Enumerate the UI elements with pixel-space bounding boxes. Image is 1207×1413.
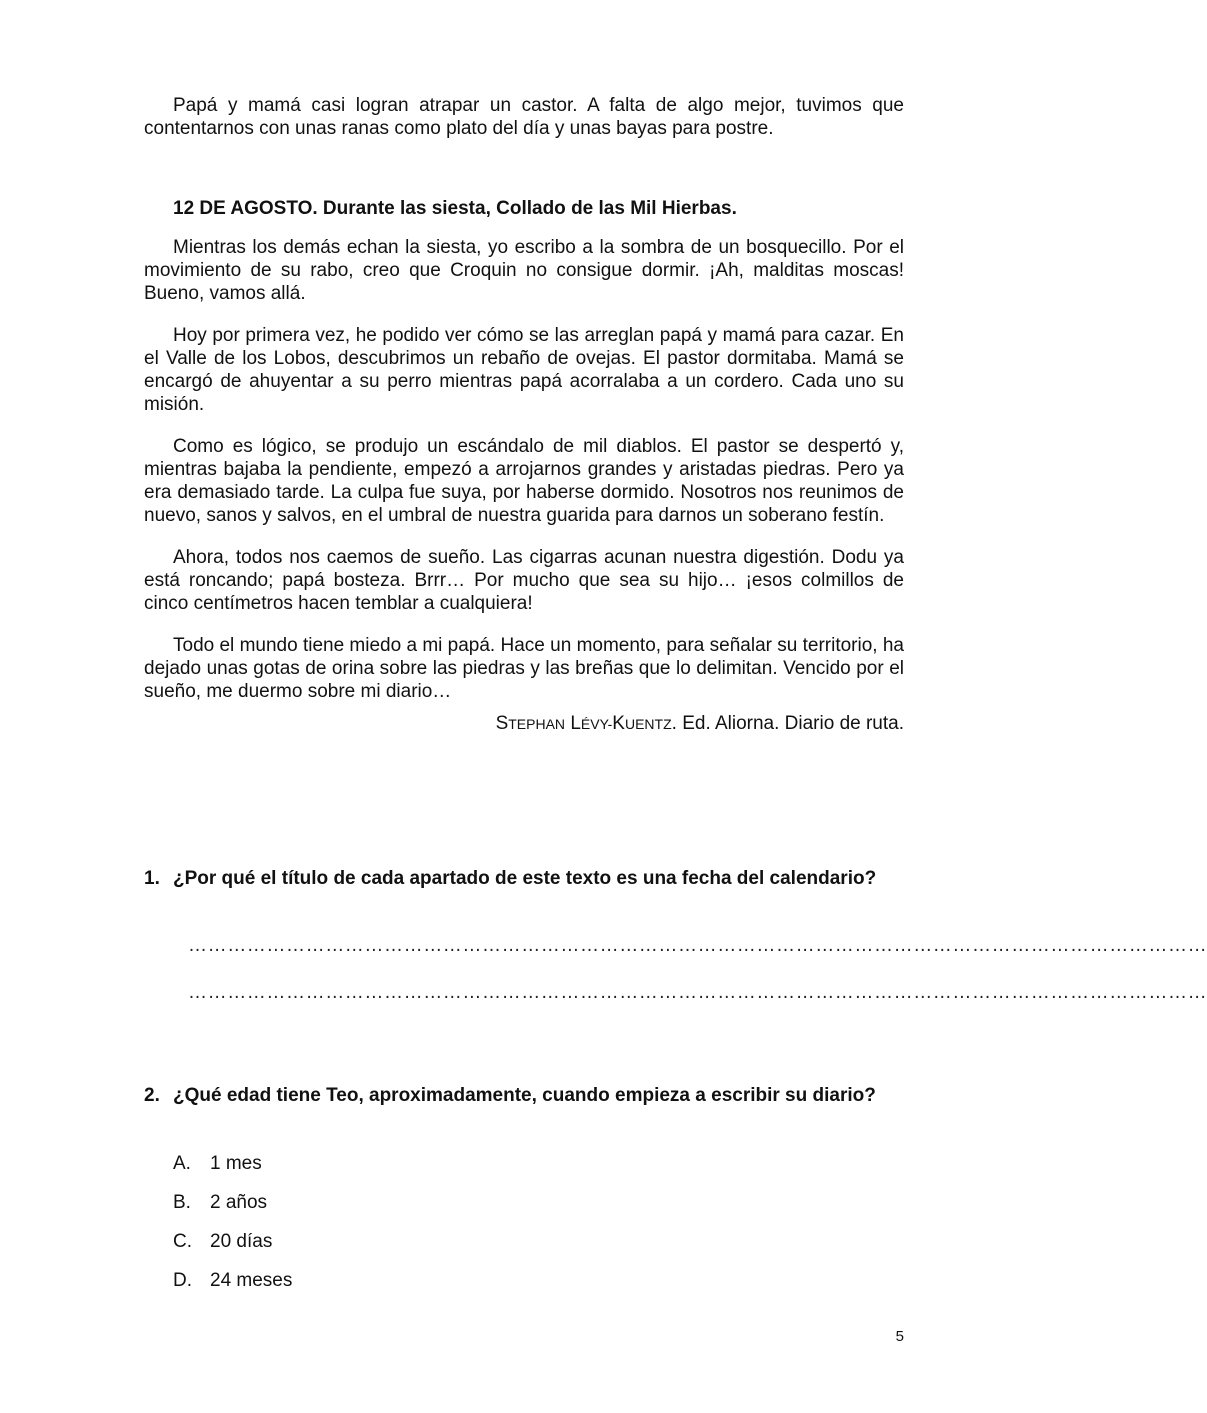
option-b-text: 2 años — [210, 1192, 268, 1213]
option-d[interactable] — [173, 1269, 573, 1308]
source-rest: . Ed. Aliorna. Diario de ruta. — [671, 713, 904, 734]
author-initial-k: K — [612, 713, 625, 734]
source-citation — [144, 712, 904, 736]
option-c-letter: C. — [173, 1231, 192, 1252]
option-c-text: 20 días — [210, 1231, 273, 1252]
entry-heading: 12 DE AGOSTO. Durante las siesta, Collado de las Mil Hierbas. — [173, 198, 737, 219]
question-2-text: ¿Qué edad tiene Teo, aproximadamente, cuando empieza a escribir su diario? — [173, 1085, 876, 1106]
entry-heading-wrap — [144, 197, 904, 220]
author-last-rest-1: ÉVY- — [580, 716, 613, 732]
diary-entry — [144, 236, 904, 736]
question-2-number: 2. — [144, 1085, 160, 1106]
question-1 — [144, 867, 904, 890]
question-1-number: 1. — [144, 868, 160, 889]
answer-line-1[interactable]: ………………………………………………………………………………………………………………………………………… — [188, 935, 1207, 956]
option-b-letter: B. — [173, 1192, 191, 1213]
author-initial-l: L — [570, 713, 581, 734]
option-a[interactable] — [173, 1152, 573, 1191]
author-initial-s: S — [495, 713, 509, 734]
diary-paragraph-4: Ahora, todos nos caemos de sueño. Las cigarras acunan nuestra digestión. Dodu ya está roncando; papá bosteza. Brrr… Por mucho que sea su hijo… ¡esos colmillos de cinco centímetros hacen temblar a cualquiera! — [144, 547, 904, 614]
option-a-letter: A. — [173, 1153, 191, 1174]
option-b[interactable] — [173, 1191, 573, 1230]
question-2 — [144, 1084, 904, 1107]
intro-section — [144, 94, 904, 140]
author-last-rest-2: UENTZ — [624, 716, 672, 732]
diary-paragraph-1: Mientras los demás echan la siesta, yo escribo a la sombra de un bosquecillo. Por el movimiento de su rabo, creo que Croquin no consigue dormir. ¡Ah, malditas moscas! Bueno, vamos allá. — [144, 237, 904, 304]
diary-paragraph-3: Como es lógico, se produjo un escándalo de mil diablos. El pastor se despertó y, mientras bajaba la pendiente, empezó a arrojarnos grandes y aristadas piedras. Pero ya era demasiado tarde. La culpa fue suya, por haberse dormido. Nosotros nos reunimos de nuevo, sanos y salvos, en el umbral de nuestra guarida para darnos un soberano festín. — [144, 436, 904, 526]
diary-paragraph-2: Hoy por primera vez, he podido ver cómo se las arreglan papá y mamá para cazar. En el Valle de los Lobos, descubrimos un rebaño de ovejas. El pastor dormitaba. Mamá se encargó de ahuyentar a su perro mientras papá acorralaba a un cordero. Cada uno su misión. — [144, 325, 904, 415]
page-number: 5 — [895, 1328, 904, 1345]
option-a-text: 1 mes — [210, 1153, 262, 1174]
option-c[interactable] — [173, 1230, 573, 1269]
diary-paragraph-5: Todo el mundo tiene miedo a mi papá. Hace un momento, para señalar su territorio, ha dejado unas gotas de orina sobre las piedras y las breñas que lo delimitan. Vencido por el sueño, me duermo sobre mi diario… — [144, 635, 904, 702]
option-d-letter: D. — [173, 1270, 192, 1291]
question-1-text: ¿Por qué el título de cada apartado de este texto es una fecha del calendario? — [173, 868, 877, 889]
author-first-rest: TEPHAN — [508, 716, 566, 732]
intro-paragraph: Papá y mamá casi logran atrapar un castor. A falta de algo mejor, tuvimos que contentarnos con unas ranas como plato del día y unas bayas para postre. — [144, 95, 904, 139]
option-d-text: 24 meses — [210, 1270, 293, 1291]
question-2-options — [173, 1152, 573, 1308]
answer-line-2[interactable]: ………………………………………………………………………………………………………………………………………… — [188, 982, 1207, 1003]
